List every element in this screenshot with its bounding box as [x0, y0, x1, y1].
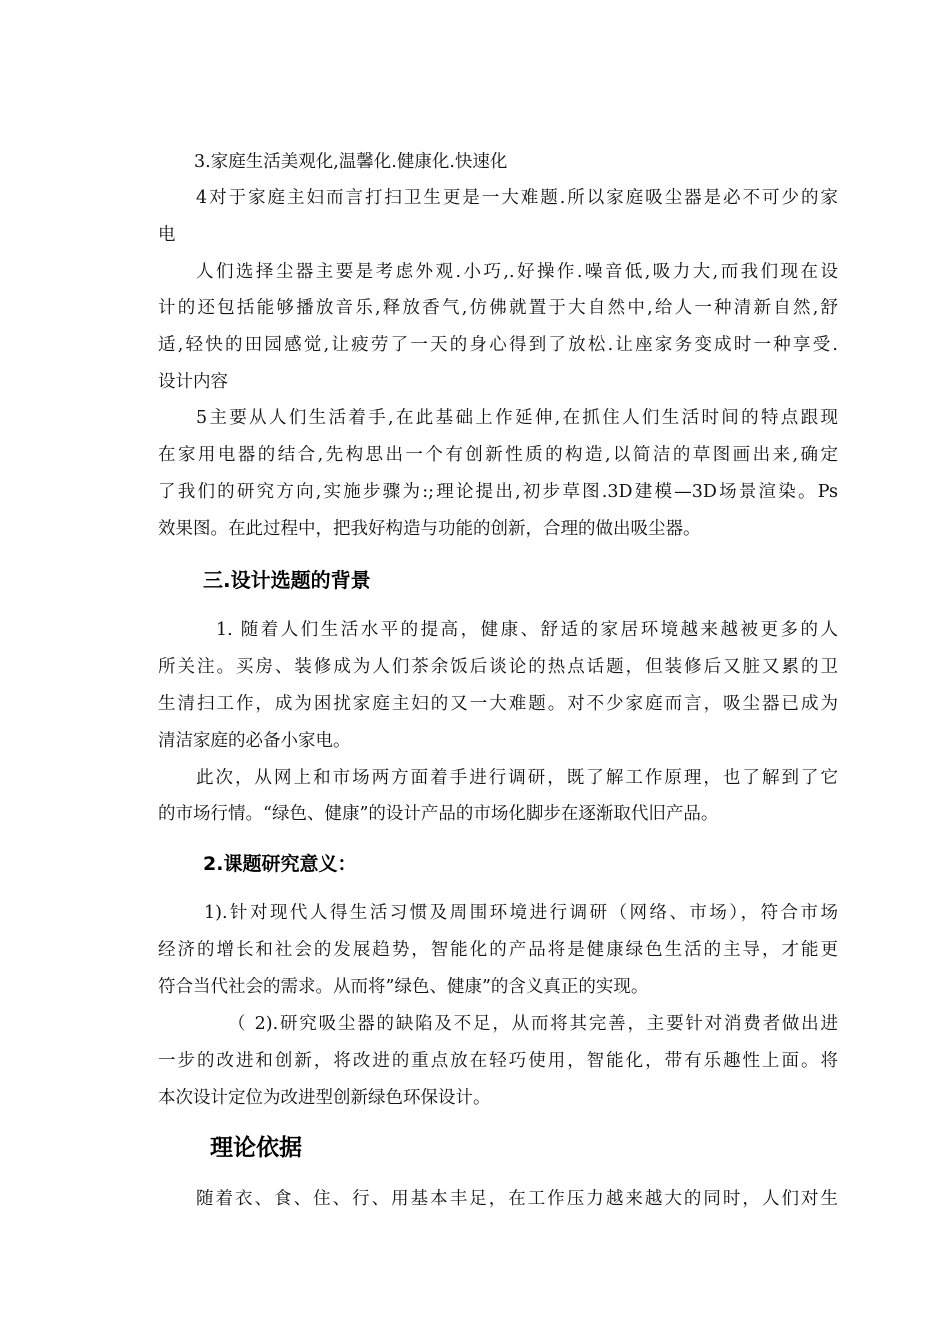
text-line: （ 2).研究吸尘器的缺陷及不足，从而将其完善，主要针对消费者做出进	[228, 1014, 838, 1034]
section-heading: 2.课题研究意义：	[203, 853, 357, 875]
section-heading: 三.设计选题的背景	[203, 568, 371, 592]
text-line: 效果图。在此过程中，把我好构造与功能的创新，合理的做出吸尘器。	[158, 519, 701, 539]
text-line: 经济的增长和社会的发展趋势，智能化的产品将是健康绿色生活的主导，才能更	[158, 940, 838, 960]
text-line: 人们选择尘器主要是考虑外观.小巧,.好操作.噪音低,吸力大,而我们现在设	[196, 262, 838, 282]
text-line: 一步的改进和创新，将改进的重点放在轻巧使用，智能化，带有乐趣性上面。将	[158, 1051, 838, 1071]
text-line: 所关注。买房、装修成为人们茶余饭后谈论的热点话题，但装修后又脏又累的卫	[158, 657, 838, 677]
text-line: 符合当代社会的需求。从而将”绿色、健康”的含义真正的实现。	[158, 977, 649, 997]
section-heading: 理论依据	[210, 1135, 302, 1161]
text-line: 的市场行情。“绿色、健康”的设计产品的市场化脚步在逐渐取代旧产品。	[158, 804, 719, 824]
text-line: 此次，从网上和市场两方面着手进行调研，既了解工作原理，也了解到了它	[196, 768, 838, 788]
text-line: 了我们的研究方向,实施步骤为:;理论提出,初步草图.3D建模—3D场景渲染。Ps	[158, 482, 838, 502]
text-line: 5主要从人们生活着手,在此基础上作延伸,在抓住人们生活时间的特点跟现	[196, 408, 838, 428]
text-line: 随着衣、食、住、行、用基本丰足，在工作压力越来越大的同时，人们对生	[196, 1189, 838, 1209]
text-line: 清洁家庭的必备小家电。	[158, 731, 351, 751]
text-line: 4对于家庭主妇而言打扫卫生更是一大难题.所以家庭吸尘器是必不可少的家	[196, 188, 838, 208]
text-line: 电	[158, 225, 176, 245]
text-line: 本次设计定位为改进型创新绿色环保设计。	[158, 1088, 491, 1108]
text-line: 适,轻快的田园感觉,让疲劳了一天的身心得到了放松.让座家务变成时一种享受.	[158, 335, 838, 355]
text-line: 计的还包括能够播放音乐,释放香气,仿佛就置于大自然中,给人一种清新自然,舒	[158, 298, 838, 318]
text-line: 3.家庭生活美观化,温馨化.健康化.快速化	[194, 152, 508, 172]
text-line: 设计内容	[158, 372, 228, 392]
text-line: 1).针对现代人得生活习惯及周围环境进行调研（网络、市场），符合市场	[204, 903, 838, 923]
text-line: 1. 随着人们生活水平的提高，健康、舒适的家居环境越来越被更多的人	[216, 620, 838, 640]
text-line: 生清扫工作，成为困扰家庭主妇的又一大难题。对不少家庭而言，吸尘器已成为	[158, 694, 838, 714]
text-line: 在家用电器的结合,先构思出一个有创新性质的构造,以简洁的草图画出来,确定	[158, 445, 838, 465]
